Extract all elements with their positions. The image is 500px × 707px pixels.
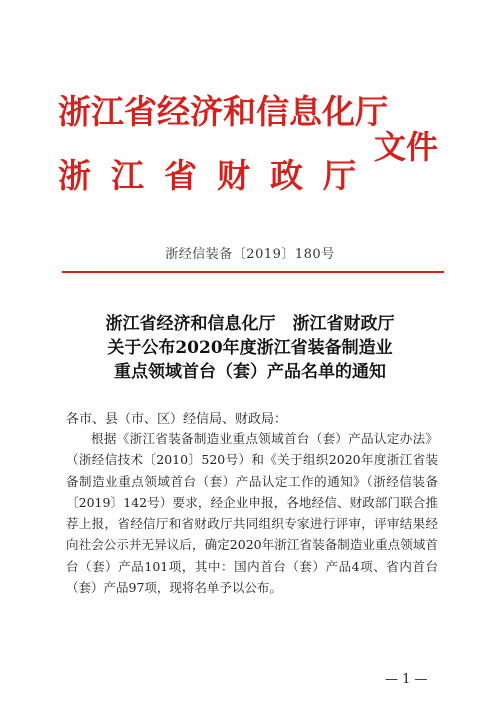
document-type-label: 文件: [374, 128, 439, 166]
document-title: [0, 312, 500, 384]
title-line-1: 浙江省经济和信息化厅 浙江省财政厅: [105, 314, 395, 334]
title-line-2: 关于公布2020年度浙江省装备制造业: [107, 338, 393, 358]
salutation: 各市、县（市、区）经信局、财政局：: [66, 412, 288, 427]
document-number: 浙经信装备〔2019〕180号: [165, 247, 335, 262]
issuing-agency-1: 浙江省经济和信息化厅: [58, 92, 388, 131]
body-paragraph: 根据《浙江省装备制造业重点领域首台（套）产品认定办法》（浙经信技术〔2010〕520号）和《关于组织2020年度浙江省装备制造业重点领域首台（套）产品认定工作的通知》（浙经信装备〔2019〕142号）要求，经企业申报，各地经信、财政部门联合推荐上报，省经信厅和省财政厅共同组织专家进行评审，评审结果经向社会公示并无异议后，确定2020年浙江省装备制造业重点领域首台（套）产品101项，其中：国内首台（套）产品4项、省内首台（套）产品97项，现将名单予以公布。: [66, 431, 438, 596]
body-text: [66, 428, 438, 598]
red-divider-line: [62, 271, 444, 273]
title-line-3: 重点领域首台（套）产品名单的通知: [114, 362, 386, 382]
page-number: — 1 —: [385, 672, 428, 687]
issuing-agency-2: 浙江省财政厅: [58, 156, 376, 195]
